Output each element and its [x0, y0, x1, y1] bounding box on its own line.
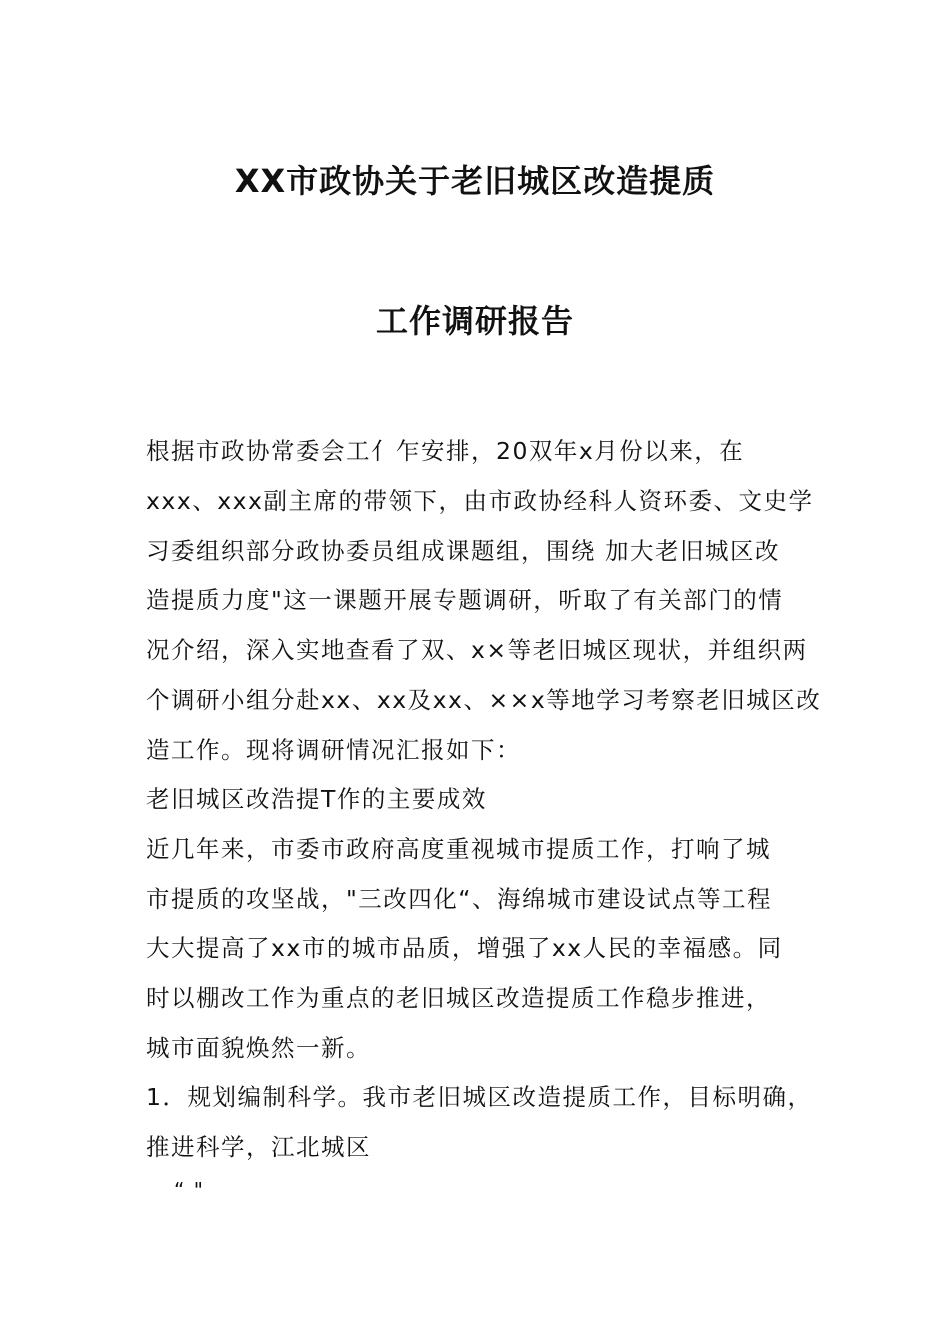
body-line: 城市面貌焕然一新。	[146, 1034, 371, 1062]
body-line: 根据市政协常委会工亻乍安排，20双年x月份以来，在	[146, 437, 745, 465]
body-line-quotes: “ "	[174, 1178, 205, 1202]
document-title-line2: 工作调研报告	[375, 302, 574, 340]
body-line: 个调研小组分赴xx、xx及xx、××x等地学习考察老旧城区改	[146, 686, 822, 714]
body-line: 市提质的攻坚战，"三改四化“、海绵城市建设试点等工程	[146, 885, 772, 913]
body-line: xxx、xxx副主席的带领下，由市政协经科人资环委、文史学	[146, 487, 814, 515]
body-line: 造工作。现将调研情况汇报如下：	[146, 736, 521, 764]
document-title-line1: XX市政协关于老旧城区改造提质	[234, 162, 716, 200]
body-line: 大大提高了xx市的城市品质，增强了xx人民的幸福感。同	[146, 934, 783, 962]
body-line: 时以棚改工作为重点的老旧城区改造提质工作稳步推进，	[146, 984, 771, 1012]
body-line: 1．规划编制科学。我市老旧城区改造提质工作，目标明确，	[146, 1083, 813, 1111]
body-line: 习委组织部分政协委员组成课题组，围绕 加大老旧城区改	[146, 537, 780, 565]
section-heading: 老旧城区改浩提T作的主要成效	[146, 785, 487, 813]
body-line: 况介绍，深入实地查看了双、x×等老旧城区现状，并组织两	[146, 636, 808, 664]
body-line: 造提质力度"这一课题开展专题调研，听取了有关部门的情	[146, 586, 784, 614]
body-line: 近几年来，市委市政府高度重视城市提质工作，打响了城	[146, 835, 771, 863]
body-line: 推进科学，江北城区	[146, 1133, 371, 1161]
